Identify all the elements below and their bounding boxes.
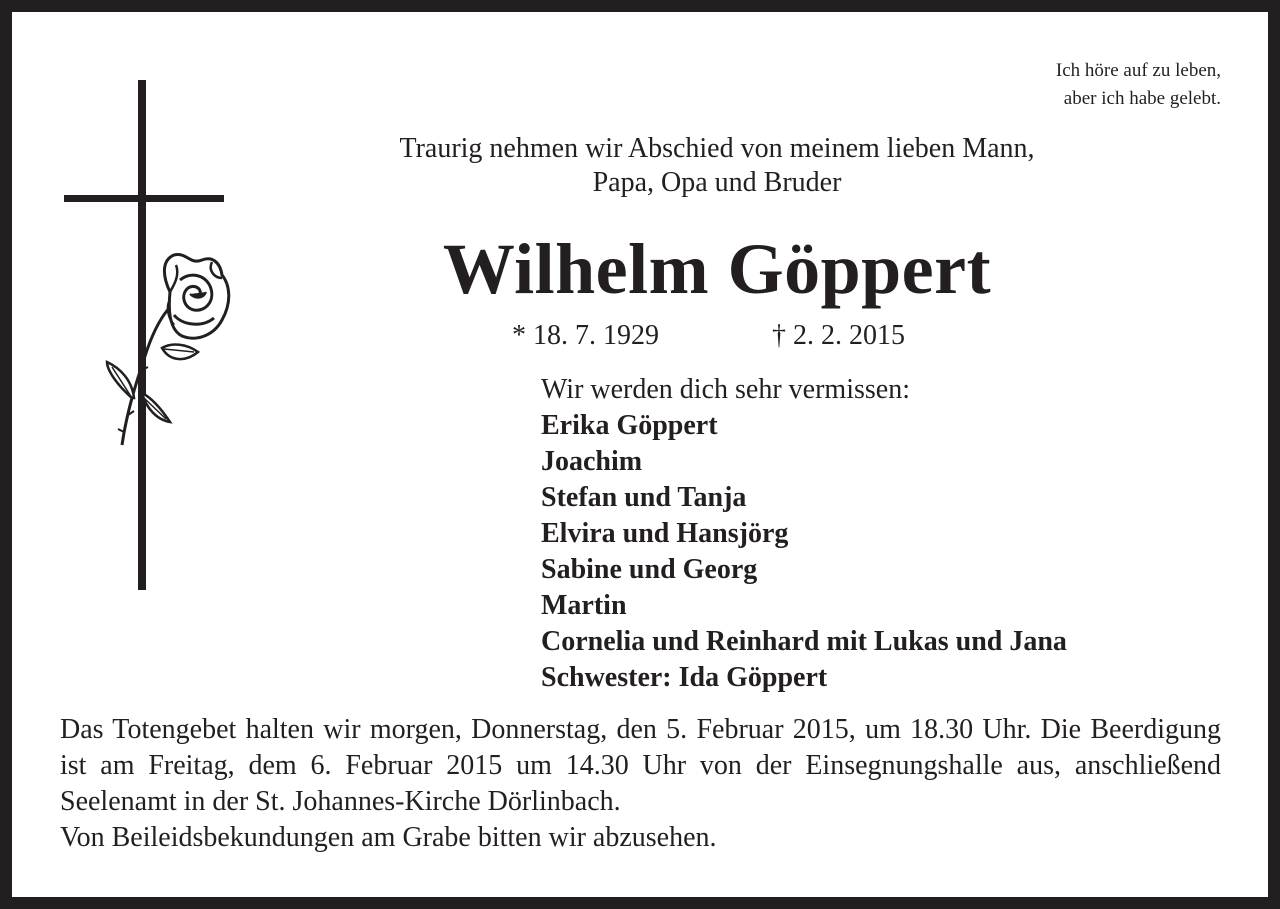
funeral-notice-text: Das Totengebet halten wir morgen, Donnerstag, den 5. Februar 2015, um 18.30 Uhr. Die Beerdigung ist am Freitag, dem 6. Februar 2015 um 14.30 Uhr von der Einsegnungshalle aus, anschließend Seelenamt in der St. Johannes-Kirche Dörlinbach. (60, 714, 1221, 817)
mourner-name: Stefan und Tanja (541, 482, 747, 513)
mourner-name: Cornelia und Reinhard mit Lukas und Jana (541, 626, 1067, 657)
mourner-name: Schwester: Ida Göppert (541, 662, 828, 693)
mourners-block (541, 372, 1067, 696)
mourner-name: Erika Göppert (541, 410, 718, 441)
mourner-name: Joachim (541, 446, 643, 477)
motto (1056, 57, 1221, 113)
mourners-list (541, 408, 1067, 696)
mourners-lead: Wir werden dich sehr vermissen: (541, 374, 910, 405)
intro-text (292, 132, 1142, 200)
motto-line-2: aber ich habe gelebt. (1063, 88, 1221, 109)
intro-line-2: Papa, Opa und Bruder (592, 167, 842, 198)
motto-line-1: Ich höre auf zu leben, (1055, 60, 1221, 81)
mourner-name: Elvira und Hansjörg (541, 518, 789, 549)
death-date: † 2. 2. 2015 (772, 320, 905, 351)
funeral-notice-closing: Von Beileidsbekundungen am Grabe bitten wir abzusehen. (60, 822, 717, 853)
obituary-card (12, 12, 1268, 897)
funeral-notice (60, 712, 1221, 856)
birth-date: * 18. 7. 1929 (512, 320, 659, 351)
mourner-name: Sabine und Georg (541, 554, 758, 585)
cross-with-rose-icon (62, 80, 232, 592)
mourner-name: Martin (541, 590, 627, 621)
deceased-name: Wilhelm Göppert (442, 229, 992, 309)
intro-line-1: Traurig nehmen wir Abschied von meinem lieben Mann, (399, 133, 1035, 164)
